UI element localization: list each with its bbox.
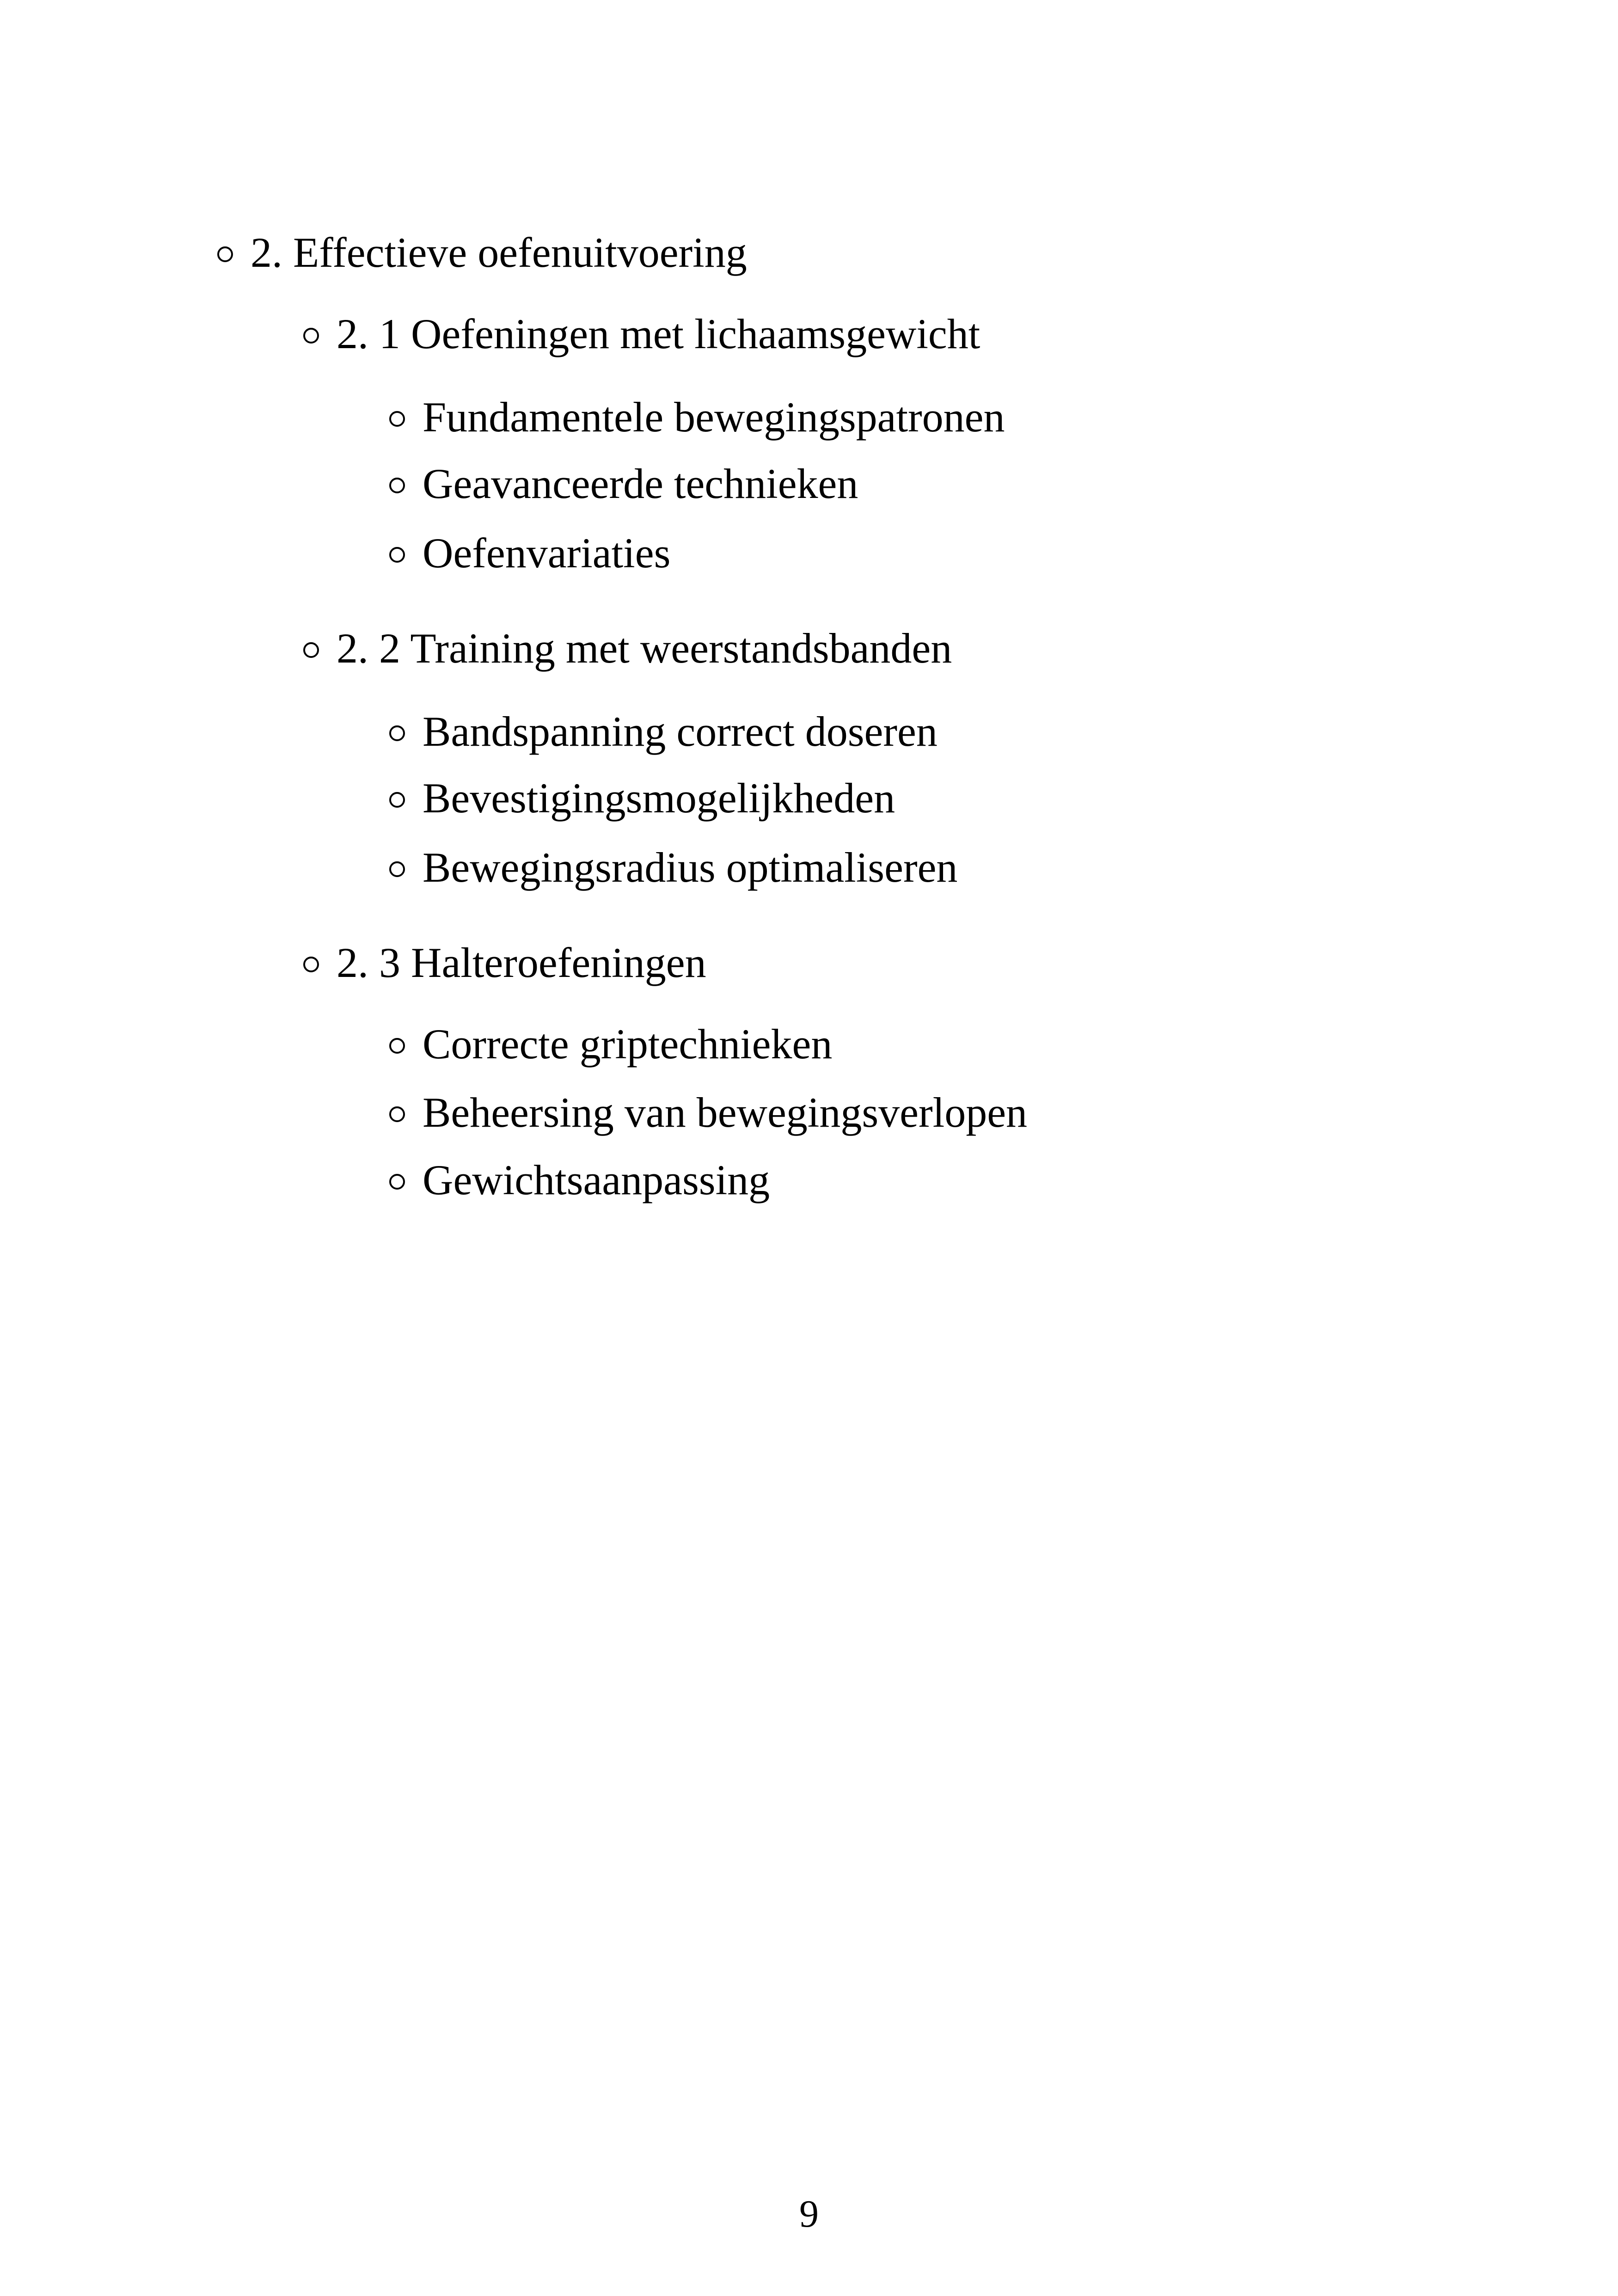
outline-item-label: Oefenvariaties [423, 529, 671, 577]
outline-item [389, 393, 1005, 441]
hollow-circle-bullet-icon [217, 246, 233, 262]
outline-subsection-label: 2. 1 Oefeningen met lichaamsgewicht [337, 310, 981, 357]
outline-item-label: Fundamentele bewegingspatronen [423, 393, 1005, 441]
outline-section [217, 231, 747, 274]
outline-item [389, 1020, 833, 1068]
hollow-circle-bullet-icon [303, 642, 319, 658]
outline-item [389, 529, 671, 577]
page-number: 9 [799, 2192, 819, 2235]
outline-item [389, 1156, 770, 1203]
hollow-circle-bullet-icon [303, 957, 319, 972]
outline-item-label: Geavanceerde technieken [423, 460, 858, 507]
hollow-circle-bullet-icon [389, 1106, 405, 1122]
hollow-circle-bullet-icon [389, 1038, 405, 1054]
hollow-circle-bullet-icon [389, 478, 405, 493]
hollow-circle-bullet-icon [389, 1174, 405, 1190]
outline-item-label: Beheersing van bewegingsverlopen [423, 1089, 1028, 1136]
outline-section-label: 2. Effectieve oefenuitvoering [251, 229, 747, 276]
hollow-circle-bullet-icon [389, 411, 405, 427]
outline-item-label: Correcte griptechnieken [423, 1020, 833, 1068]
outline-item-label: Bevestigingsmogelijkheden [423, 774, 895, 822]
outline-subsection [303, 941, 706, 984]
outline-subsection [303, 310, 981, 357]
hollow-circle-bullet-icon [389, 725, 405, 741]
hollow-circle-bullet-icon [389, 547, 405, 563]
outline-item [389, 1091, 1027, 1134]
outline-item-label: Bandspanning correct doseren [423, 708, 938, 755]
hollow-circle-bullet-icon [303, 328, 319, 344]
hollow-circle-bullet-icon [389, 792, 405, 808]
outline-item-label: Bewegingsradius optimaliseren [423, 844, 958, 891]
outline-item [389, 846, 957, 889]
outline-subsection-label: 2. 3 Halteroefeningen [337, 939, 706, 986]
outline-item [389, 462, 858, 505]
outline-subsection [303, 625, 952, 672]
outline-item [389, 710, 938, 753]
outline-item-label: Gewichtsaanpassing [423, 1156, 770, 1203]
hollow-circle-bullet-icon [389, 861, 405, 877]
outline-item [389, 774, 895, 822]
outline-subsection-label: 2. 2 Training met weerstandsbanden [337, 625, 952, 672]
